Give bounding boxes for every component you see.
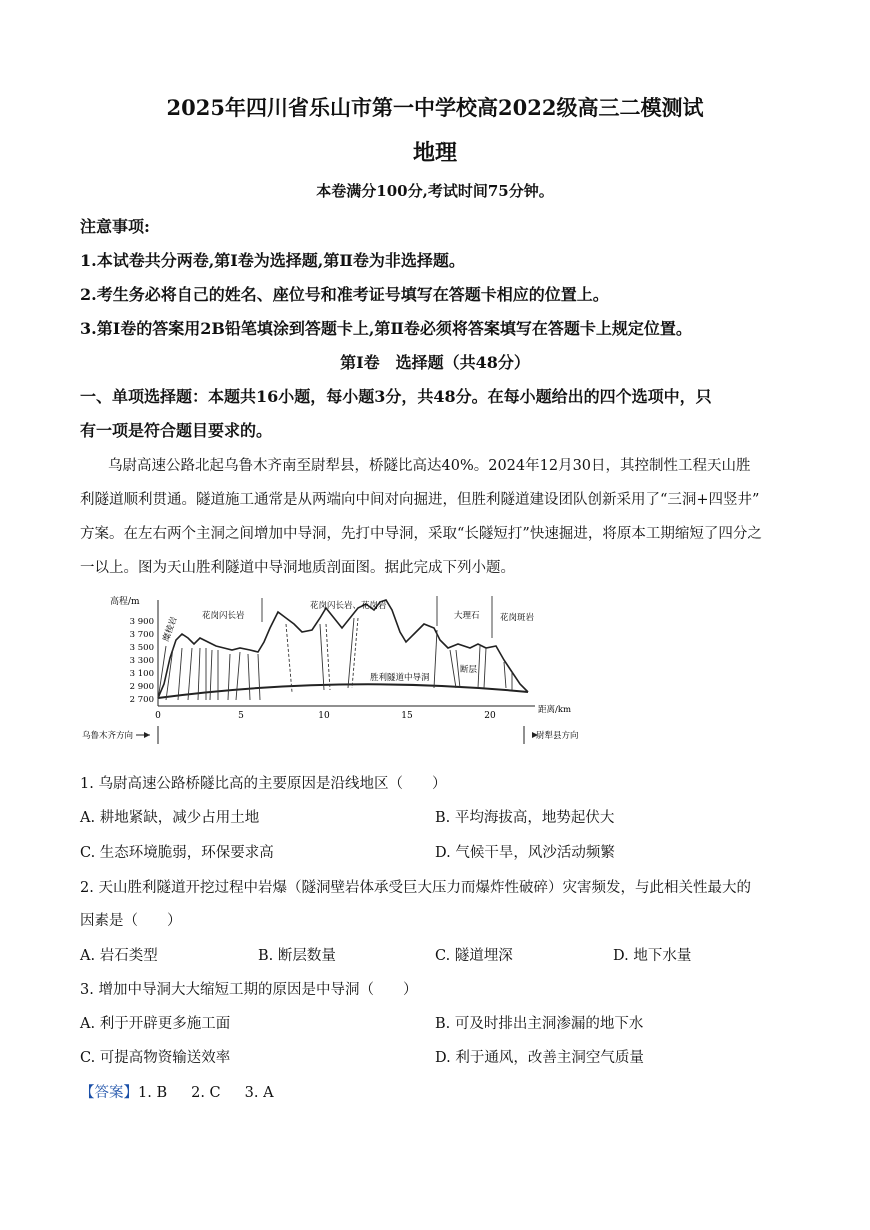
y-tick: 3 700: [129, 630, 154, 640]
q3-option-c: C. 可提高物资输送效率: [80, 1050, 231, 1066]
section-title: 第Ⅰ卷 选择题（共48分）: [340, 353, 530, 372]
section-instruction-line1: 一、单项选择题：本题共16小题，每小题3分，共48分。在每小题给出的四个选项中，只: [80, 387, 712, 406]
answer-3: 3. A: [244, 1085, 274, 1101]
x-tick: 15: [401, 711, 413, 721]
q1-option-d: D. 气候干旱，风沙活动频繁: [435, 845, 615, 861]
left-direction-label: 乌鲁木齐方向: [82, 731, 134, 741]
y-tick: 3 300: [129, 656, 154, 666]
y-axis-label: 高程/m: [110, 597, 140, 607]
fault-label: 断层: [460, 665, 478, 675]
score-info: 本卷满分100分,考试时间75分钟。: [316, 182, 554, 200]
rock-label: 花岗闪长岩: [202, 611, 245, 621]
q2-option-b: B. 断层数量: [258, 948, 336, 964]
subject-title: 地理: [412, 140, 457, 166]
x-tick: 5: [238, 711, 244, 721]
right-direction-label: 尉犁县方向: [536, 731, 579, 741]
q3-option-b: B. 可及时排出主洞渗漏的地下水: [435, 1016, 644, 1032]
notes-heading: 注意事项:: [80, 217, 150, 236]
q2-option-d: D. 地下水量: [613, 948, 692, 964]
q1-option-b: B. 平均海拔高，地势起伏大: [435, 810, 615, 826]
passage-line-3: 方案。在左右两个主洞之间增加中导洞，先打中导洞，采取“长隧短打”快速掘进，将原本工期缩短了四分之: [80, 526, 762, 542]
tunnel-label: 胜利隧道中导洞: [370, 673, 430, 683]
note-item-1: 1.本试卷共分两卷,第Ⅰ卷为选择题,第Ⅱ卷为非选择题。: [80, 251, 465, 270]
passage-line-1: 乌尉高速公路北起乌鲁木齐南至尉犁县，桥隧比高达40%。2024年12月30日，其控制性工程天山胜: [108, 458, 751, 474]
answer-line: [80, 1081, 274, 1102]
q1-option-a: A. 耕地紧缺，减少占用土地: [80, 810, 260, 826]
y-tick: 2 700: [129, 695, 154, 705]
passage-line-4: 一以上。图为天山胜利隧道中导洞地质剖面图。据此完成下列小题。: [80, 560, 515, 576]
note-item-3: 3.第Ⅰ卷的答案用2B铅笔填涂到答题卡上,第Ⅱ卷必须将答案填写在答题卡上规定位置。: [80, 319, 692, 338]
y-tick: 3 100: [129, 669, 154, 679]
rock-label: 糜棱岩: [161, 615, 180, 644]
answer-1: 1. B: [138, 1085, 168, 1101]
question-2-stem-line2: 因素是（ ）: [80, 913, 182, 929]
rock-label: 大理石: [454, 611, 480, 621]
rock-label: 花岗斑岩: [500, 613, 535, 623]
x-axis-label: 距离/km: [538, 705, 572, 715]
q3-option-d: D. 利于通风，改善主洞空气质量: [435, 1050, 644, 1066]
passage-line-2: 利隧道顺利贯通。隧道施工通常是从两端向中间对向掘进，但胜利隧道建设团队创新采用了“三洞+四竖井”: [80, 492, 760, 508]
x-tick: 0: [155, 711, 161, 721]
y-tick: 3 900: [129, 617, 154, 627]
x-tick: 20: [484, 711, 496, 721]
note-item-2: 2.考生务必将自己的姓名、座位号和准考证号填写在答题卡相应的位置上。: [80, 285, 609, 304]
y-tick: 3 500: [129, 643, 154, 653]
rock-label: 花岗闪长岩、花岗岩: [310, 601, 387, 611]
answer-tag: 【答案】: [80, 1085, 138, 1101]
y-tick: 2 900: [129, 682, 154, 692]
q2-option-a: A. 岩石类型: [80, 948, 158, 964]
x-tick: 10: [318, 711, 330, 721]
section-instruction-line2: 有一项是符合题目要求的。: [80, 421, 273, 440]
question-3-stem: 3. 增加中导洞大大缩短工期的原因是中导洞（ ）: [80, 982, 418, 998]
geologic-profile-figure: [80, 588, 600, 750]
exam-title: 2025年四川省乐山市第一中学校高2022级高三二模测试: [166, 95, 704, 120]
question-1-stem: 1. 乌尉高速公路桥隧比高的主要原因是沿线地区（ ）: [80, 776, 447, 792]
q2-option-c: C. 隧道埋深: [435, 948, 513, 964]
q1-option-c: C. 生态环境脆弱，环保要求高: [80, 845, 274, 861]
question-2-stem-line1: 2. 天山胜利隧道开挖过程中岩爆（隧洞壁岩体承受巨大压力而爆炸性破碎）灾害频发，与此相关性最大的: [80, 880, 751, 896]
answer-2: 2. C: [191, 1085, 221, 1101]
tunnel-line: [158, 684, 528, 698]
q3-option-a: A. 利于开辟更多施工面: [80, 1016, 231, 1032]
